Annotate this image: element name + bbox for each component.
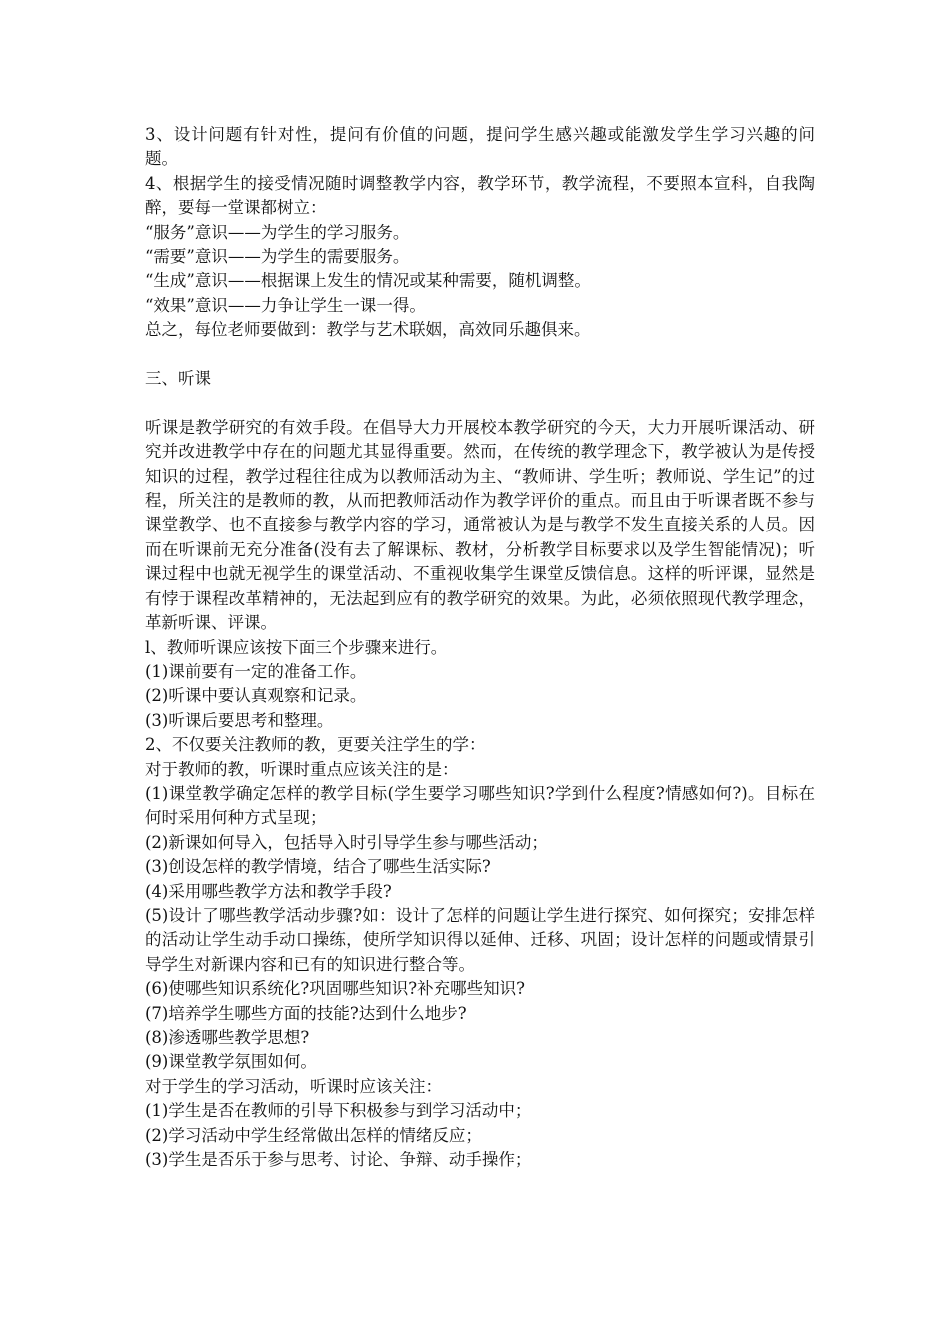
paragraph: l、教师听课应该按下面三个步骤来进行。 [145,637,448,657]
paragraph: (8)渗透哪些教学思想? [145,1028,310,1047]
paragraph: (2)新课如何导入，包括导入时引导学生参与哪些活动； [145,832,548,852]
paragraph: “生成”意识——根据课上发生的情况或某种需要，随机调整。 [145,271,591,291]
paragraph: (3)学生是否乐于参与思考、讨论、争辩、动手操作； [145,1150,532,1170]
paragraph: “需要”意识——为学生的需要服务。 [145,247,410,267]
section-heading-block [145,367,815,391]
paragraph: 对于学生的学习活动，听课时应该关注： [145,1076,442,1096]
paragraph: (6)使哪些知识系统化?巩固哪些知识?补充哪些知识? [145,979,525,999]
blank-line [145,391,815,415]
paragraph: (7)培养学生哪些方面的技能?达到什么地步? [145,1003,467,1023]
paragraph: 对于教师的教，听课时重点应该关注的是： [145,759,459,779]
paragraph: (9)课堂教学氛围如何。 [145,1052,317,1072]
paragraph: 听课是教学研究的有效手段。在倡导大力开展校本教学研究的今天，大力开展听课活动、研究并改进教学中存在的问题尤其显得重要。然而，在传统的教学理念下，教学被认为是传授知识的过程，教学过程往往成为以教师活动为主、“教师讲、学生听；教师说、学生记”的过程，所关注的是教师的教，从而把教师活动作为教学评价的重点。而且由于听课者既不参与课堂教学、也不直接参与教学内容的学习，通常被认为是与教学不发生直接关系的人员。因而在听课前无充分准备(没有去了解课标、教材，分析教学目标要求以及学生智能情况)；听课过程中也就无视学生的课堂活动、不重视收集学生课堂反馈信息。这样的听评课，显然是有悖于课程改革精神的，无法起到应有的教学研究的效果。为此，必须依照现代教学理念，革新听课、评课。 [145,417,815,633]
paragraph: 3、设计问题有针对性，提问有价值的问题，提问学生感兴趣或能激发学生学习兴趣的问题。 [145,125,815,169]
blank-line [145,343,815,367]
paragraph: 4、根据学生的接受情况随时调整教学内容，教学环节，教学流程，不要照本宣科，自我陶醉，要每一堂课都树立： [145,173,815,218]
paragraph: (1)学生是否在教师的引导下积极参与到学习活动中； [145,1101,532,1121]
paragraph: (4)采用哪些教学方法和教学手段? [145,881,392,901]
paragraph: (3)听课后要思考和整理。 [145,710,334,730]
document-page [145,123,815,1172]
paragraph: (1)课堂教学确定怎样的教学目标(学生要学习哪些知识?学到什么程度?情感如何?)。目标在何时采用何种方式呈现； [145,783,815,828]
paragraph: (5)设计了哪些教学活动步骤?如：设计了怎样的问题让学生进行探究、如何探究；安排怎样的活动让学生动手动口操练，使所学知识得以延伸、迁移、巩固；设计怎样的问题或情景引导学生对新课内容和已有的知识进行整合等。 [145,905,815,974]
paragraph: “服务”意识——为学生的学习服务。 [145,222,410,242]
section-body [145,416,815,1173]
paragraph: 2、不仅要关注教师的教，更要关注学生的学： [145,735,486,755]
section-heading: 三、听课 [145,369,211,389]
paragraph: (3)创设怎样的教学情境，结合了哪些生活实际? [145,857,491,877]
paragraph: 总之，每位老师要做到：教学与艺术联姻，高效同乐趣俱来。 [145,320,591,340]
section-top [145,123,815,343]
paragraph: (2)听课中要认真观察和记录。 [145,686,367,706]
paragraph: “效果”意识——力争让学生一课一得。 [145,295,426,315]
paragraph: (2)学习活动中学生经常做出怎样的情绪反应； [145,1125,482,1145]
paragraph: (1)课前要有一定的准备工作。 [145,661,367,681]
